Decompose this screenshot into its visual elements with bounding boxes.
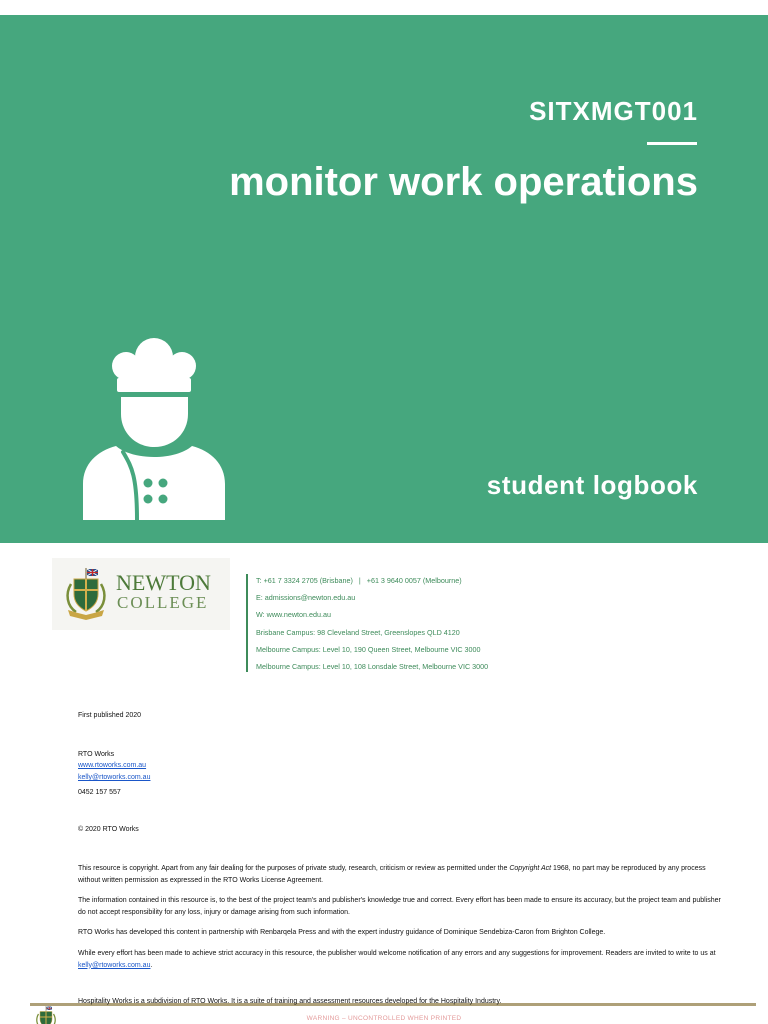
- jacket-button: [159, 479, 168, 488]
- college-logo: [52, 558, 230, 630]
- logo-subtitle: COLLEGE: [117, 593, 209, 612]
- publisher-name: RTO Works: [78, 751, 115, 758]
- email-link[interactable]: kelly@rtoworks.com.au: [78, 774, 151, 781]
- contact-details: [256, 572, 556, 675]
- cover-subtitle: student logbook: [486, 470, 698, 500]
- jacket-button: [144, 495, 153, 504]
- unit-title: monitor work operations: [229, 160, 698, 204]
- copyright-notice-text: This resource is copyright. Apart from any fair dealing for the purposes of private study, research, criticism or review as permitted under the: [78, 865, 510, 872]
- division-note: Hospitality Works is a subdivision of RTO Works. It is a suite of training and assessment resources developed for the Hospitality Industry.: [78, 998, 502, 1005]
- logo-wordmark: NEWTON: [116, 570, 211, 595]
- contact-phone: T: +61 7 3324 2705 (Brisbane) | +61 3 9640 0057 (Melbourne): [256, 576, 462, 585]
- jacket-button: [144, 479, 153, 488]
- contact-divider: [246, 574, 248, 672]
- copyright-notice-text: 1968, no part may be reproduced by any process without written permission as expressed in the RTO Works License Agreement.: [78, 865, 706, 884]
- website-link[interactable]: www.rtoworks.com.au: [78, 762, 147, 769]
- copyright-line: © 2020 RTO Works: [78, 826, 139, 833]
- copyright-notice: [78, 863, 726, 886]
- acknowledgement: RTO Works has developed this content in partnership with Renbarqela Press and with the expert industry guidance of Dominique Sendebiza-Caron from Brighton College.: [78, 929, 606, 936]
- act-title: Copyright Act: [509, 865, 552, 872]
- disclaimer: The information contained in this resource is, to the best of the project team's and publisher's knowledge true and correct. Every effort has been made to ensure its accuracy, but the project team and publisher do not accept responsibility for any loss, injury or damage arising from such information.: [78, 897, 721, 916]
- contact-address: Melbourne Campus: Level 10, 108 Lonsdale Street, Melbourne VIC 3000: [256, 662, 489, 672]
- contact-address: Melbourne Campus: Level 10, 190 Queen Street, Melbourne VIC 3000: [256, 644, 481, 654]
- feedback-text: While every effort has been made to achieve strict accuracy in this resource, the publisher would welcome notification of any errors and any suggestions for improvement. Readers are invited to write to us at: [78, 950, 716, 957]
- contact-website: W: www.newton.edu.au: [256, 610, 331, 620]
- publisher-website: [78, 760, 146, 772]
- contact-address: Brisbane Campus: 98 Cleveland Street, Greenslopes QLD 4120: [256, 627, 460, 637]
- feedback-email-link[interactable]: kelly@rtoworks.com.au: [78, 961, 151, 969]
- chef-hat: [112, 338, 196, 392]
- publisher-email: [78, 772, 150, 784]
- unit-code: SITXMGT001: [529, 96, 698, 126]
- title-divider: [647, 142, 697, 145]
- college-crest-icon: [62, 568, 110, 620]
- jacket-button: [159, 495, 168, 504]
- feedback-notice: [78, 948, 726, 971]
- publisher-phone: 0452 157 557: [78, 789, 121, 796]
- uncontrolled-warning: WARNING – UNCONTROLLED WHEN PRINTED: [306, 1015, 462, 1022]
- contact-email: E: admissions@newton.edu.au: [256, 593, 356, 603]
- chef-face: [121, 397, 188, 447]
- chef-jacket: [83, 446, 225, 520]
- cover-panel: [0, 15, 768, 543]
- chef-icon: [83, 338, 227, 520]
- feedback-text-end: .: [150, 961, 153, 969]
- first-published: First published 2020: [78, 712, 142, 719]
